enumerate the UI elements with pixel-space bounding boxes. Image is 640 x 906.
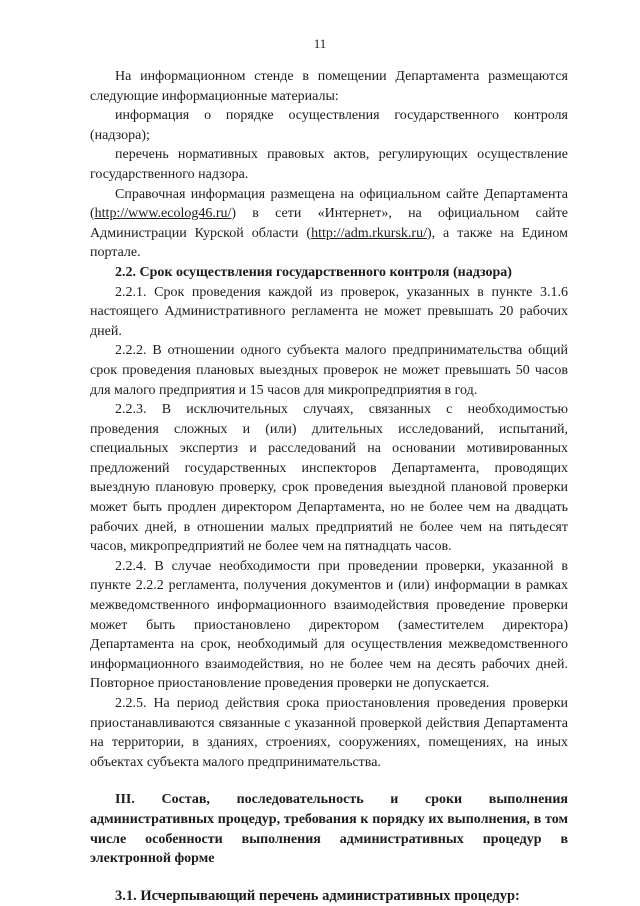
document-body [90, 67, 568, 906]
section-3-1-title: 3.1. Исчерпывающий перечень административных процедур: [115, 887, 520, 904]
reference-text-middle: ) в сети «Интернет», на официальном сайте Администрации Курской области ( [90, 206, 568, 241]
paragraph-legal-acts: перечень нормативных правовых актов, регулирующих осуществление государственного надзора. [90, 147, 568, 182]
paragraph-control-info: информация о порядке осуществления государственного контроля (надзора); [90, 108, 568, 143]
section-gap [90, 869, 568, 887]
section-gap [90, 772, 568, 790]
heading-2-2: 2.2. Срок осуществления государственного контроля (надзора) [115, 264, 512, 280]
reference-text-after: ), а также на Едином портале. [90, 225, 568, 261]
paragraph-2-2-1: 2.2.1. Срок проведения каждой из проверок, указанных в пункте 3.1.6 настоящего Административного регламента не может превышать 20 рабочих дней. [90, 284, 568, 339]
ecolog-site-link[interactable]: http://www.ecolog46.ru/ [94, 206, 232, 222]
paragraph-2-2-4: 2.2.4. В случае необходимости при проведении проверки, указанной в пункте 2.2.2 регламента, получения документов и (или) информации в рамках межведомственного информационного взаимодействия проведение проверки может быть приостановлено директором (заместителем директора) Департамента на срок, необходимый для осуществления межведомственного информационного взаимодействия, но не более чем на десять рабочих дней. Повторное приостановление проведения проверки не допускается. [90, 558, 568, 692]
adm-site-link[interactable]: http://adm.rkursk.ru/ [311, 225, 427, 241]
section-3-title: III. Состав, последовательность и сроки выполнения административных процедур, требования к порядку их выполнения, в том числе особенности выполнения административных процедур в электронной форме [90, 792, 568, 867]
reference-text-before: Справочная информация размещена на официальном сайте Департамента ( [90, 186, 568, 222]
paragraph-reference-info [90, 185, 568, 263]
paragraph-2-2-2: 2.2.2. В отношении одного субъекта малого предпринимательства общий срок проведения плановых выездных проверок не может превышать 50 часов для малого предприятия и 15 часов для микропредприятия в год. [90, 343, 568, 398]
page-number: 11 [313, 36, 327, 51]
paragraph-2-2-3: 2.2.3. В исключительных случаях, связанных с необходимостью проведения сложных и (или) длительных исследований, испытаний, специальных экспертиз и расследований на основании мотивированных предложений государственных инспекторов Департамента, проводящих выездную плановую проверку, срок проведения выездной плановой проверки может быть продлен директором Департамента, но не более чем на двадцать рабочих дней, в отношении малых предприятий не более чем на пятьдесят часов, микропредприятий не более чем на пятнадцать часов. [90, 402, 568, 555]
paragraph-info-stand: На информационном стенде в помещении Департамента размещаются следующие информационные материалы: [90, 69, 568, 104]
paragraph-2-2-5: 2.2.5. На период действия срока приостановления проведения проверки приостанавливаются связанные с указанной проверкой действия Департамента на территории, в зданиях, строениях, сооружениях, помещениях, на иных объектах субъекта малого предпринимательства. [90, 696, 568, 770]
